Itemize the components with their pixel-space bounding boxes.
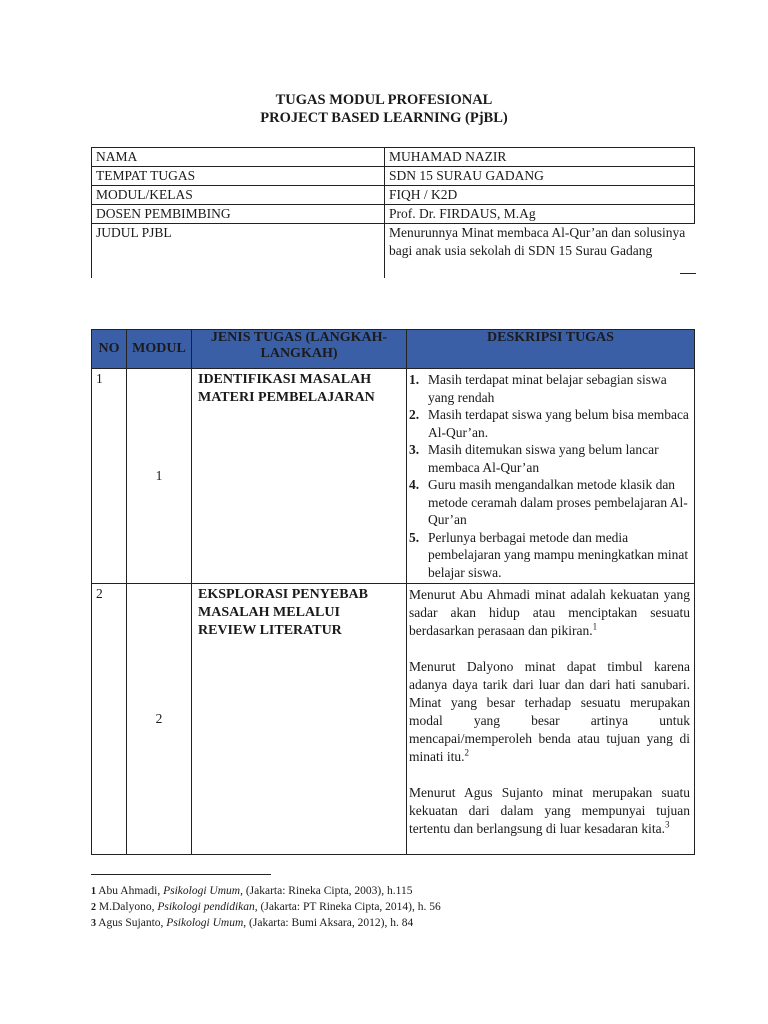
info-row (92, 224, 695, 279)
literature-paragraph: Menurut Abu Ahmadi minat adalah kekuatan yang sadar akan hidup atau menciptakan sesuatu berdasarkan perasaan dan pikiran.$^1$ (409, 587, 690, 638)
header-no: NO (92, 330, 127, 369)
row-task-type: EKSPLORASI PENYEBAB MASALAH MELALUI REVIEW LITERATUR (192, 584, 407, 855)
info-value: MUHAMAD NAZIR (385, 148, 695, 167)
identity-table (91, 147, 695, 278)
info-label: TEMPAT TUGAS (92, 167, 385, 186)
list-item: 1. Masih terdapat minat belajar sebagian siswa yang rendah (409, 372, 667, 405)
table-row (92, 369, 695, 584)
footnote: 1 Abu Ahmadi, Psikologi Umum, (Jakarta: Rineka Cipta, 2003), h.115 (91, 885, 413, 897)
row-task-type: IDENTIFIKASI MASALAH MATERI PEMBELAJARAN (192, 369, 407, 584)
footnote: 3 Agus Sujanto, Psikologi Umum, (Jakarta: Bumi Aksara, 2012), h. 84 (91, 917, 414, 929)
info-value: Menurunnya Minat membaca Al-Qur’an dan solusinya bagi anak usia sekolah di SDN 15 Surau Gadang (385, 224, 695, 279)
info-label: DOSEN PEMBIMBING (92, 205, 385, 224)
list-item: 3. Masih ditemukan siswa yang belum lancar membaca Al-Qur’an (409, 442, 659, 475)
footnote-ref: 2 (464, 747, 469, 758)
info-value: FIQH / K2D (385, 186, 695, 205)
row-description (407, 369, 695, 584)
row-description (407, 584, 695, 855)
row-number: 2 (92, 584, 127, 855)
list-item: 4. Guru masih mengandalkan metode klasik dan metode ceramah dalam proses pembelajaran Al-Qur’an (409, 477, 688, 527)
row-modul: 1 (127, 369, 192, 584)
footnote-ref: 1 (592, 621, 598, 632)
table-row (92, 584, 695, 855)
row-number: 1 (92, 369, 127, 584)
info-label: JUDUL PJBL (92, 224, 385, 279)
info-row (92, 167, 695, 186)
list-item: 5. Perlunya berbagai metode dan media pembelajaran yang mampu meningkatkan minat belajar siswa. (409, 529, 689, 580)
info-row (92, 186, 695, 205)
footnote-separator (91, 874, 271, 875)
literature-paragraph: Menurut Agus Sujanto minat merupakan suatu kekuatan dari dalam yang mempunyai tujuan tertentu dan berlangsung di luar kesadaran kita.$^3$ (409, 785, 690, 836)
footnote: 2 M.Dalyono, Psikologi pendidikan, (Jakarta: PT Rineka Cipta, 2014), h. 56 (91, 901, 441, 913)
problem-list (409, 371, 690, 581)
table-corner-rule (680, 273, 696, 274)
info-value: SDN 15 SURAU GADANG (385, 167, 695, 186)
literature-paragraph: Menurut Dalyono minat dapat timbul karena adanya daya tarik dari luar dan dari hati sanubari. Minat yang besar terhadap sesuatu merupakan modal yang besar artinya untuk mencapai/memperoleh benda atau tujuan yang di minati itu.$^2$ (409, 659, 690, 764)
row-modul: 2 (127, 584, 192, 855)
task-table (91, 329, 695, 855)
info-row (92, 205, 695, 224)
footnote-ref: 3 (665, 819, 670, 830)
document-title: TUGAS MODUL PROFESIONAL (275, 92, 493, 108)
info-value: Prof. Dr. FIRDAUS, M.Ag (385, 205, 695, 224)
info-label: NAMA (92, 148, 385, 167)
header-jenis: JENIS TUGAS (LANGKAH-LANGKAH) (192, 330, 407, 369)
header-modul: MODUL (127, 330, 192, 369)
header-deskripsi: DESKRIPSI TUGAS (407, 330, 695, 369)
list-item: 2. Masih terdapat siswa yang belum bisa membaca Al-Qur’an. (409, 407, 689, 440)
document-subtitle: PROJECT BASED LEARNING (PjBL) (260, 110, 508, 126)
info-label: MODUL/KELAS (92, 186, 385, 205)
table-header-row (92, 330, 695, 369)
info-row (92, 148, 695, 167)
